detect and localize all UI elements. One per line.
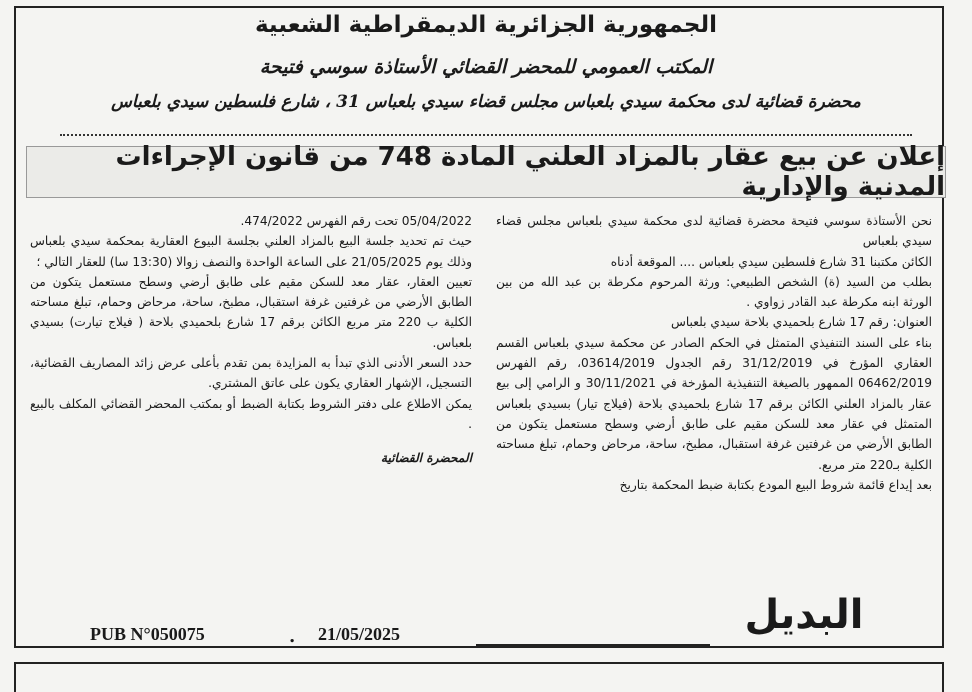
announcement-title: إعلان عن بيع عقار بالمزاد العلني المادة 748 من قانون الإجراءات المدنية والإدارية <box>115 142 945 202</box>
paragraph: بناء على السند التنفيذي المتمثل في الحكم الصادر عن محكمة سيدي بلعباس القسم العقاري المؤرخ في 31/12/2019 رقم الجدول 03614/2019، رقم الفهرس 06462/2019 الممهور بالصيغة التنفيذية المؤرخة في 30/11/2021 و الرامي إلى بيع عقار بالمزاد العلني الكائن برقم 17 شارع بلحميدي بلاحة (فيلاج تيار) بسيدي بلعباس المتمثل في عقار معد للسكن مقيم على طابق أرضي وسطح مستعمل يتكون من الطابق الأرضي من غرفتين غرفة استقبال، مطبخ، ساحة، مرحاض وحمام، تبلغ مساحته الكلية بـ220 متر مربع. <box>496 335 933 472</box>
paragraph: حيث تم تحديد جلسة البيع بالمزاد العلني بجلسة البيوع العقارية بمحكمة سيدي بلعباس وذلك يوم 21/05/2025 على الساعة الواحدة والنصف زوالا (13:30 سا) للعقار التالي ؛ <box>30 234 472 269</box>
address-header: محضرة قضائية لدى محكمة سيدي بلعباس مجلس قضاء سيدي بلعباس 31 ، شارع فلسطين سيدي بلعباس <box>111 92 861 112</box>
paragraph: العنوان: رقم 17 شارع بلحميدي بلاحة سيدي بلعباس <box>670 315 932 330</box>
announcement-title-box <box>26 142 946 202</box>
republic-header: الجمهورية الجزائرية الديمقراطية الشعبية <box>254 12 718 38</box>
paragraph: بعد إيداع قائمة شروط البيع المودع بكتابة ضبط المحكمة بتاريخ <box>619 477 932 492</box>
paragraph: الكائن مكتبنا 31 شارع فلسطين سيدي بلعباس .... الموقعة أدناه <box>610 254 932 269</box>
paragraph: 05/04/2022 تحت رقم الفهرس 474/2022. <box>240 214 472 228</box>
paragraph: يمكن الاطلاع على دفتر الشروط بكتابة الضبط أو بمكتب المحضر القضائي المكلف بالبيع . <box>30 396 472 431</box>
footer-rule <box>476 644 710 646</box>
next-ad-frame <box>14 662 944 692</box>
header-divider <box>60 134 912 136</box>
office-header: المكتب العمومي للمحضر القضائي الأستاذة سوسي فتيحة <box>259 56 713 78</box>
pub-number: PUB N°050075 <box>90 624 205 644</box>
paragraph: حدد السعر الأدنى الذي تبدأ به المزايدة بمن تقدم بأعلى عرض زائد المصاريف القضائية، التسجيل، الإشهار العقاري يكون على عاتق المشتري. <box>30 356 472 391</box>
separator-dot: . <box>289 626 296 647</box>
paragraph: بطلب من السيد (ة) الشخص الطبيعي: ورثة المرحوم مكرطة بن عبد الله من بين الورثة ابنه مكرطة عبد القادر زواوي . <box>496 274 932 310</box>
paragraph: نحن الأستاذة سوسي فتيحة محضرة قضائية لدى محكمة سيدي بلعباس مجلس قضاء سيدي بلعباس <box>496 214 932 249</box>
paragraph: تعيين العقار، عقار معد للسكن مقيم على طابق أرضي وسطح مستعمل يتكون من الطابق الأرضي من غرفتين غرفة استقبال، مطبخ، ساحة، مرحاض وحمام، تبلغ مساحته الكلية ب 220 متر مربع الكائن برقم 17 شارع بلحميدي بلاحة ( فيلاج تيارت) بسيدي بلعباس. <box>30 274 472 350</box>
newspaper-name: البديل <box>744 592 864 638</box>
signature: المحضرة القضائية <box>380 451 472 466</box>
right-column <box>496 211 932 495</box>
left-column <box>30 211 472 469</box>
pub-date: 21/05/2025 <box>318 624 401 644</box>
